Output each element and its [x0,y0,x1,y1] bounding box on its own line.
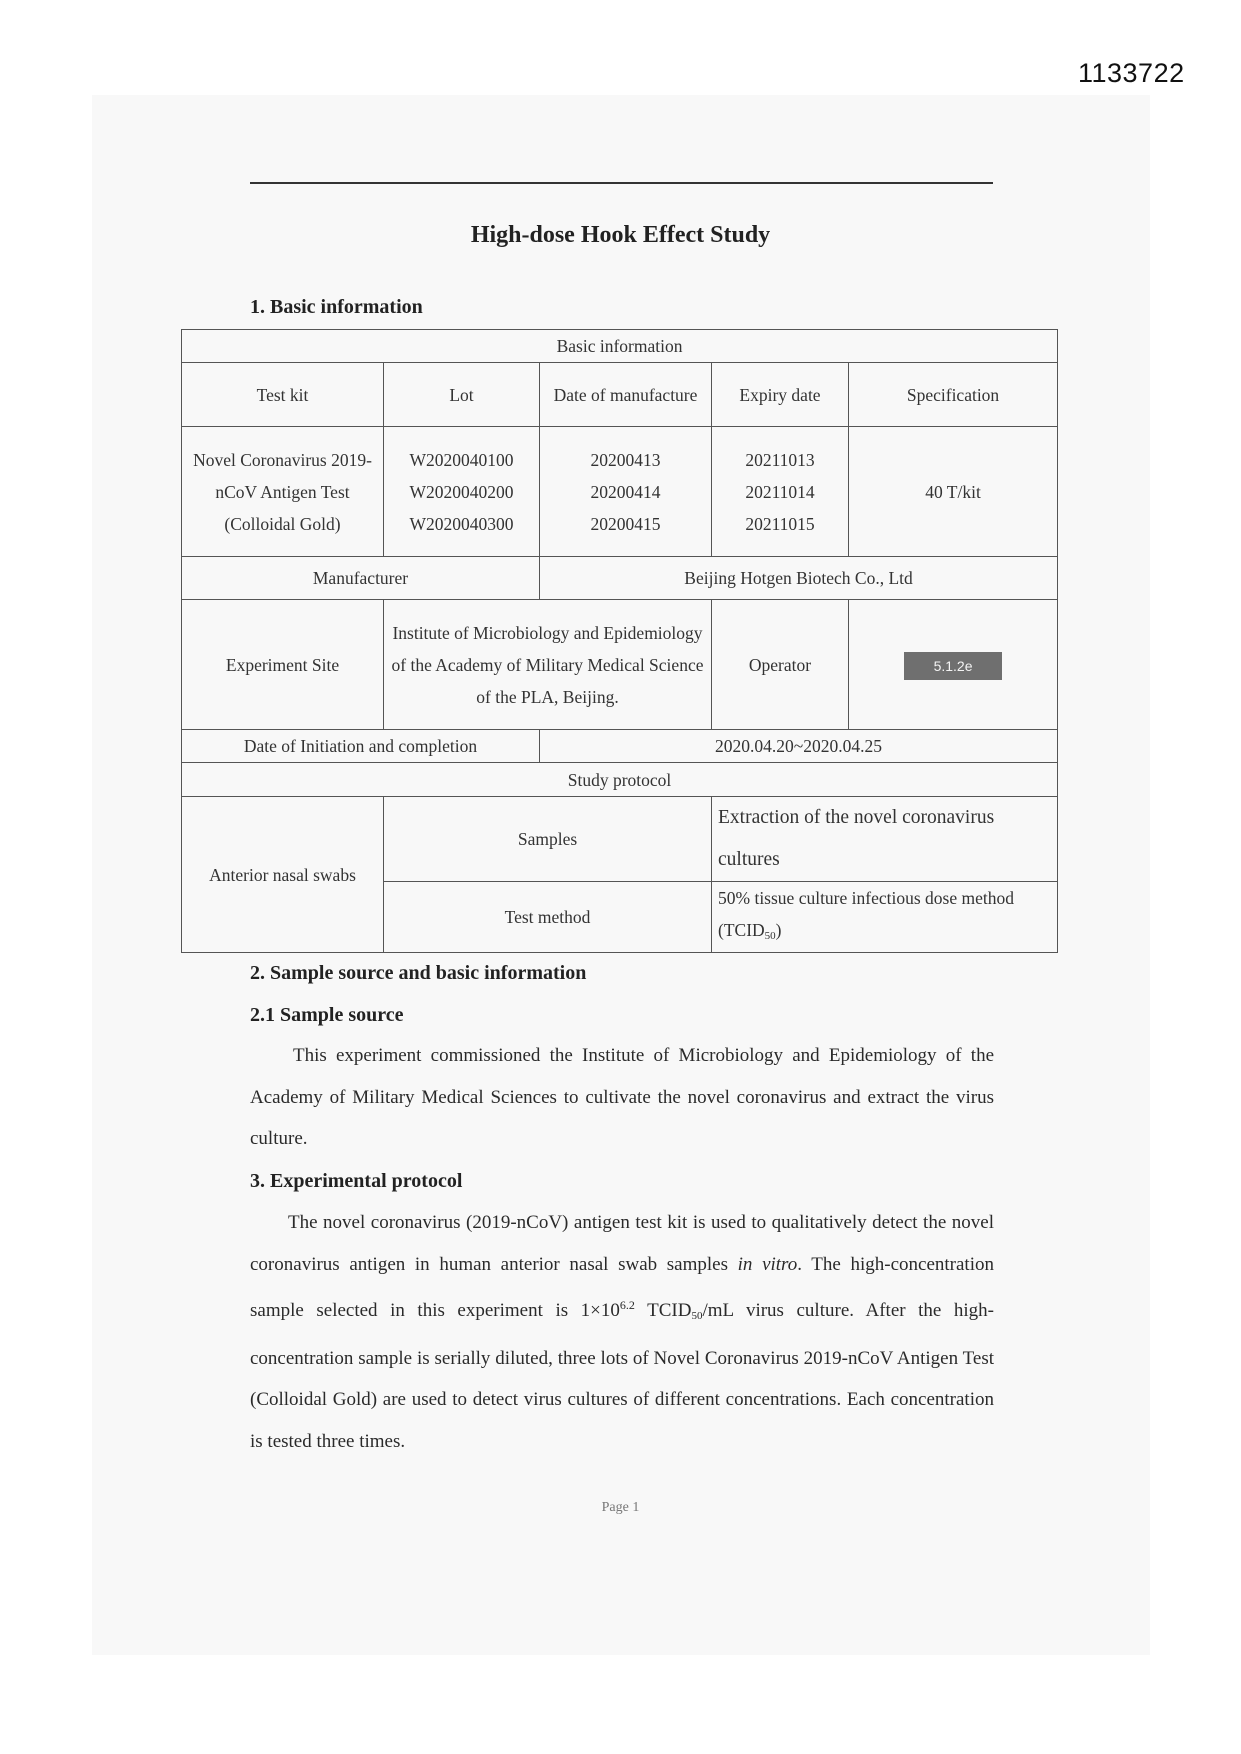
header-rule [250,182,993,184]
section-3-part: . The high-concentration sample selected in this experiment is 1×10 [250,1253,994,1321]
section-3-part: TCID [634,1300,692,1321]
section-3-part: The novel coronavirus (2019-nCoV) antigen test kit is used to qualitatively detect the novel coronavirus antigen in human anterior nasal swab samples [250,1212,994,1275]
table-caption: Basic information [182,330,1058,363]
experiment-site-value: Institute of Microbiology and Epidemiology of the Academy of Military Medical Science of the PLA, Beijing. [384,600,712,730]
test-kit-name: Novel Coronavirus 2019-nCoV Antigen Test (Colloidal Gold) [182,427,384,557]
header-test-kit: Test kit [182,363,384,427]
expiry-date: 20211014 [745,481,815,502]
specification-value: 40 T/kit [849,427,1058,557]
header-lot: Lot [384,363,540,427]
section-3-part: /mL virus culture. After the high-concentration sample is serially diluted, three lots of Novel Coronavirus 2019-nCoV Antigen Test (Colloidal Gold) are used to detect virus cultures of different concentrations. Each concentration is tested three times. [250,1300,995,1452]
test-method-abbr-sub: 50 [764,930,776,942]
lot-number: W2020040100 [409,449,514,470]
section-3-text [250,1202,994,1462]
dates-value: 2020.04.20~2020.04.25 [540,730,1058,763]
section-2-1-heading: 2.1 Sample source [250,1004,404,1026]
document-number: 1133722 [1078,58,1185,88]
samples-value: Extraction of the novel coronavirus cultures [712,797,1058,882]
dates-label: Date of Initiation and completion [182,730,540,763]
manufacture-date: 20200413 [590,449,661,470]
test-method-value [712,882,1058,953]
sample-type: Anterior nasal swabs [182,797,384,953]
test-method-abbr: (TCID [718,920,765,940]
lot-number: W2020040300 [409,513,514,534]
expiry-dates [712,427,849,557]
section-1-heading: 1. Basic information [250,296,423,318]
manufacturer-label: Manufacturer [182,557,540,600]
page-title: High-dose Hook Effect Study [470,222,771,248]
test-method-abbr-end: ) [775,920,782,940]
manufacture-date: 20200415 [590,513,661,534]
manufacture-dates [540,427,712,557]
section-3-superscript: 6.2 [619,1298,635,1312]
header-specification: Specification [849,363,1058,427]
section-2-1-text: This experiment commissioned the Institute of Microbiology and Epidemiology of the Academy of Military Medical Sciences to cultivate the novel coronavirus and extract the virus culture. [250,1045,994,1149]
test-method-label: Test method [384,882,712,953]
samples-label: Samples [384,797,712,882]
section-3-italic: in vitro [737,1253,798,1275]
expiry-date: 20211015 [745,513,815,534]
manufacture-date: 20200414 [590,481,661,502]
section-2-heading: 2. Sample source and basic information [250,962,587,984]
basic-information-table [181,329,1058,953]
page-footer: Page 1 [601,1500,640,1515]
redaction-badge: 5.1.2e [904,652,1002,680]
manufacturer-value: Beijing Hotgen Biotech Co., Ltd [540,557,1058,600]
operator-label: Operator [712,600,849,730]
test-method-text: 50% tissue culture infectious dose method [718,888,1014,908]
lot-number: W2020040200 [409,481,514,502]
header-expiry-date: Expiry date [712,363,849,427]
section-3-heading: 3. Experimental protocol [250,1170,463,1192]
experiment-site-label: Experiment Site [182,600,384,730]
expiry-date: 20211013 [745,449,815,470]
header-date-of-manufacture: Date of manufacture [540,363,712,427]
section-3-subscript: 50 [691,1310,703,1322]
operator-value [849,600,1058,730]
lot-numbers [384,427,540,557]
protocol-caption: Study protocol [182,763,1058,797]
